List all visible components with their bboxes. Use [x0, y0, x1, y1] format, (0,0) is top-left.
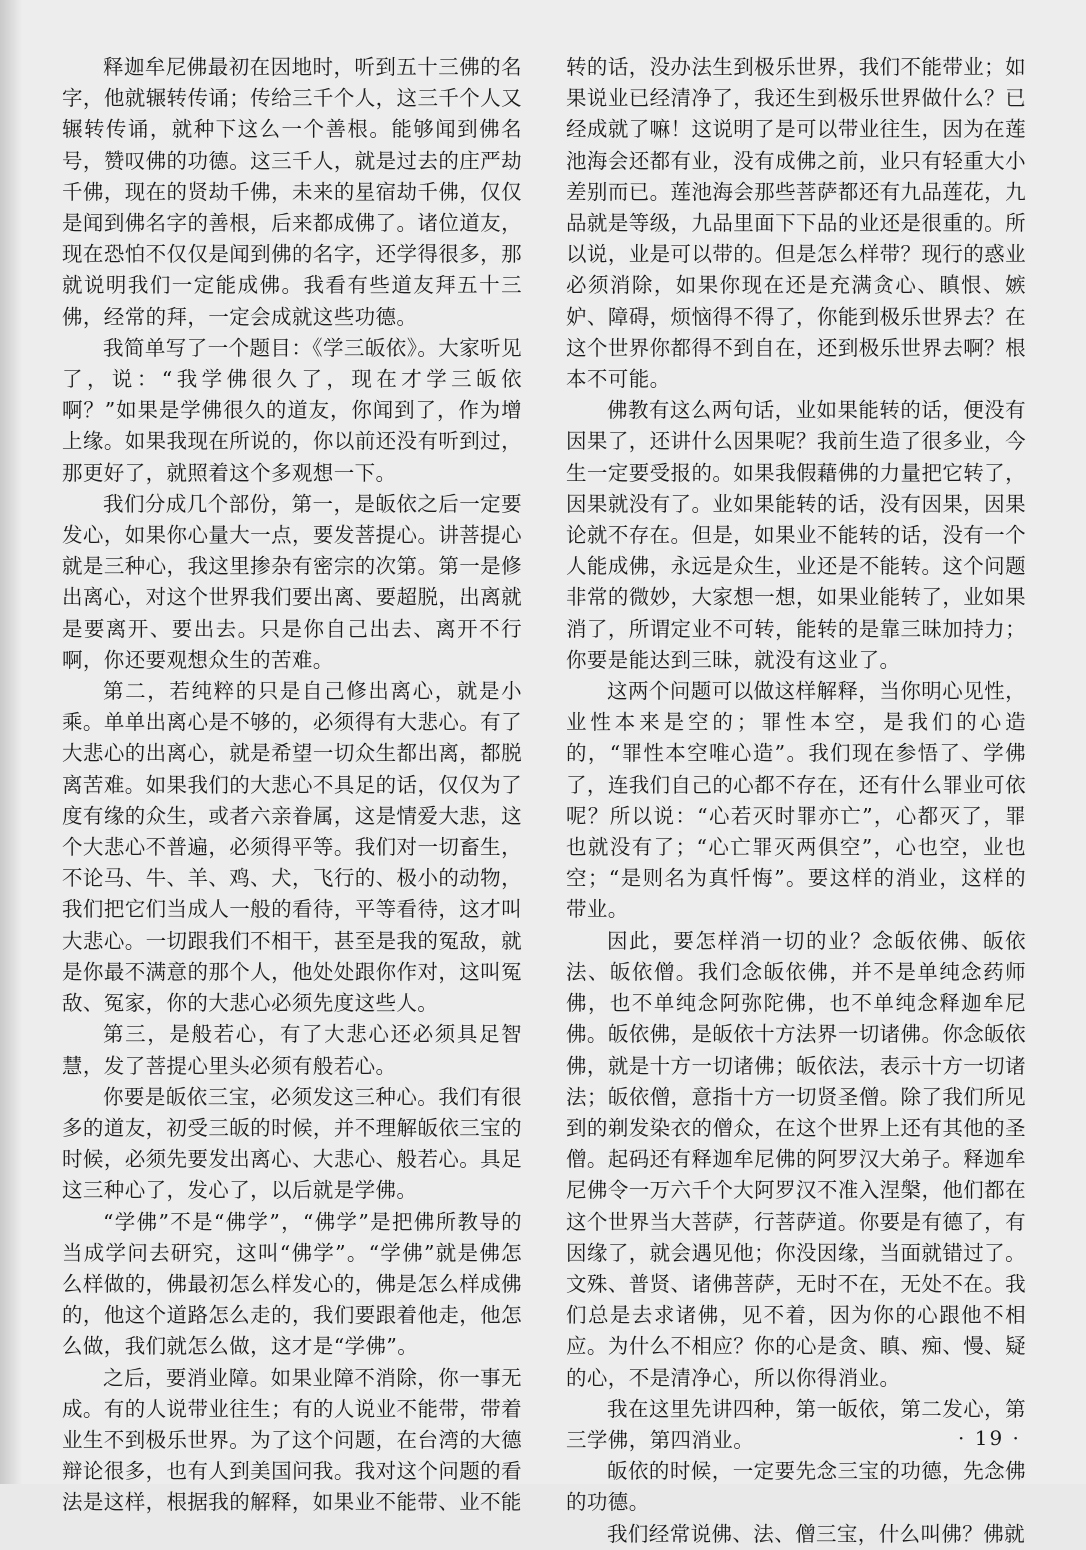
paragraph: 皈依的时候，一定要先念三宝的功德，先念佛的功德。 [566, 1459, 1026, 1515]
paragraph: 之后，要消业障。如果业障不消除，你一事无成。有的人说带业往生；有的人说业不能带，带着业生不到极乐世界。为了这个问题，在台湾的大德辩论很多，也有人到美国问我。我对这个问题的看法是这样，根据我的解释，如果业不能带、业不能 [62, 1365, 522, 1515]
right-text-column [566, 52, 1026, 1550]
paragraph: “学佛”不是“佛学”，“佛学”是把佛所教导的当成学问去研究，这叫“佛学”。“学佛”就是佛怎么样做的，佛最初怎么样发心的，佛是怎么样成佛的，他这个道路怎么走的，我们要跟着他走，他怎么做，我们就怎么做，这才是“学佛”。 [62, 1209, 522, 1359]
paragraph: 佛教有这么两句话，业如果能转的话，便没有因果了，还讲什么因果呢？我前生造了很多业，今生一定要受报的。如果我假藉佛的力量把它转了，因果就没有了。业如果能转的话，没有因果，因果论就不存在。但是，如果业不能转的话，没有一个人能成佛，永远是众生，业还是不能转。这个问题非常的微妙，大家想一想，如果业能转了，业如果消了，所谓定业不可转，能转的是靠三昧加持力；你要是能达到三昧，就没有这业了。 [566, 398, 1026, 672]
paragraph: 释迦牟尼佛最初在因地时，听到五十三佛的名字，他就辗转传诵；传给三千个人，这三千个人又辗转传诵，就种下这么一个善根。能够闻到佛名号，赞叹佛的功德。这三千人，就是过去的庄严劫千佛，现在的贤劫千佛，未来的星宿劫千佛，仅仅是闻到佛名字的善根，后来都成佛了。诸位道友，现在恐怕不仅仅是闻到佛的名字，还学得很多，那就说明我们一定能成佛。我看有些道友拜五十三佛，经常的拜，一定会成就这些功德。 [62, 55, 522, 329]
paragraph: 你要是皈依三宝，必须发这三种心。我们有很多的道友，初受三皈的时候，并不理解皈依三宝的时候，必须先要发出离心、大悲心、般若心。具足这三种心了，发心了，以后就是学佛。 [62, 1084, 522, 1203]
paragraph: 我在这里先讲四种，第一皈依，第二发心，第三学佛，第四消业。 [566, 1396, 1026, 1452]
paragraph: 第二，若纯粹的只是自己修出离心，就是小乘。单单出离心是不够的，必须得有大悲心。有了大悲心的出离心，就是希望一切众生都出离，都脱离苦难。如果我们的大悲心不具足的话，仅仅为了度有缘的众生，或者六亲眷属，这是情爱大悲，这个大悲心不普遍，必须得平等。我们对一切畜生，不论马、牛、羊、鸡、犬，飞行的、极小的动物，我们把它们当成人一般的看待，平等看待，这才叫大悲心。一切跟我们不相干，甚至是我的冤敌，就是你最不满意的那个人，他处处跟你作对，这叫冤敌、冤家，你的大悲心必须先度这些人。 [62, 679, 522, 1016]
paragraph-continuation: 转的话，没办法生到极乐世界，我们不能带业；如果说业已经清净了，我还生到极乐世界做什么？已经成就了嘛！这说明了是可以带业往生，因为在莲池海会还都有业，没有成佛之前，业只有轻重大小差别而已。莲池海会那些菩萨都还有九品莲花，九品就是等级，九品里面下下品的业还是很重的。所以说，业是可以带的。但是怎么样带？现行的惑业必须消除，如果你现在还是充满贪心、瞋恨、嫉妒、障碍，烦恼得不得了，你能到极乐世界去？在这个世界你都得不到自在，还到极乐世界去啊？根本不可能。 [566, 55, 1026, 392]
paragraph: 这两个问题可以做这样解释，当你明心见性，业性本来是空的；罪性本空，是我们的心造的，“罪性本空唯心造”。我们现在参悟了、学佛了，连我们自己的心都不存在，还有什么罪业可依呢？所以说：“心若灭时罪亦亡”，心都灭了，罪也就没有了；“心亡罪灭两俱空”，心也空，业也空；“是则名为真忏悔”。要这样的消业，这样的带业。 [566, 679, 1026, 922]
paragraph: 因此，要怎样消一切的业？念皈依佛、皈依法、皈依僧。我们念皈依佛，并不是单纯念药师佛，也不单纯念阿弥陀佛，也不单纯念释迦牟尼佛。皈依佛，是皈依十方法界一切诸佛。你念皈依佛，就是十方一切诸佛；皈依法，表示十方一切诸法；皈依僧，意指十方一切贤圣僧。除了我们所见到的剃发染衣的僧众，在这个世界上还有其他的圣僧。起码还有释迦牟尼佛的阿罗汉大弟子。释迦牟尼佛令一万六千个大阿罗汉不准入涅槃，他们都在这个世界当大菩萨，行菩萨道。你要是有德了，有因缘了，就会遇见他；你没因缘，当面就错过了。文殊、普贤、诸佛菩萨，无时不在，无处不在。我们总是去求诸佛，见不着，因为你的心跟他不相应。为什么不相应？你的心是贪、瞋、痴、慢、疑的心，不是清净心，所以你得消业。 [566, 928, 1026, 1390]
binding-edge-shadow [0, 0, 22, 1484]
paragraph: 第三，是般若心，有了大悲心还必须具足智慧，发了菩提心里头必须有般若心。 [62, 1022, 522, 1078]
page-number: · 19 · [958, 1426, 1021, 1450]
paragraph: 我们分成几个部份，第一，是皈依之后一定要发心，如果你心量大一点，要发菩提心。讲菩提心就是三种心，我这里掺杂有密宗的次第。第一是修出离心，对这个世界我们要出离、要超脱，出离就是要离开、要出去。只是你自己出去、离开不行啊，你还要观想众生的苦难。 [62, 491, 522, 672]
paragraph: 我们经常说佛、法、僧三宝，什么叫佛？佛就 [607, 1521, 1025, 1546]
left-text-column [62, 52, 522, 1519]
paragraph: 我简单写了一个题目：《学三皈依》。大家听见了，说：“我学佛很久了，现在才学三皈依啊？”如果是学佛很久的道友，你闻到了，作为增上缘。如果我现在所说的，你以前还没有听到过，那更好了，就照着这个多观想一下。 [62, 335, 522, 485]
